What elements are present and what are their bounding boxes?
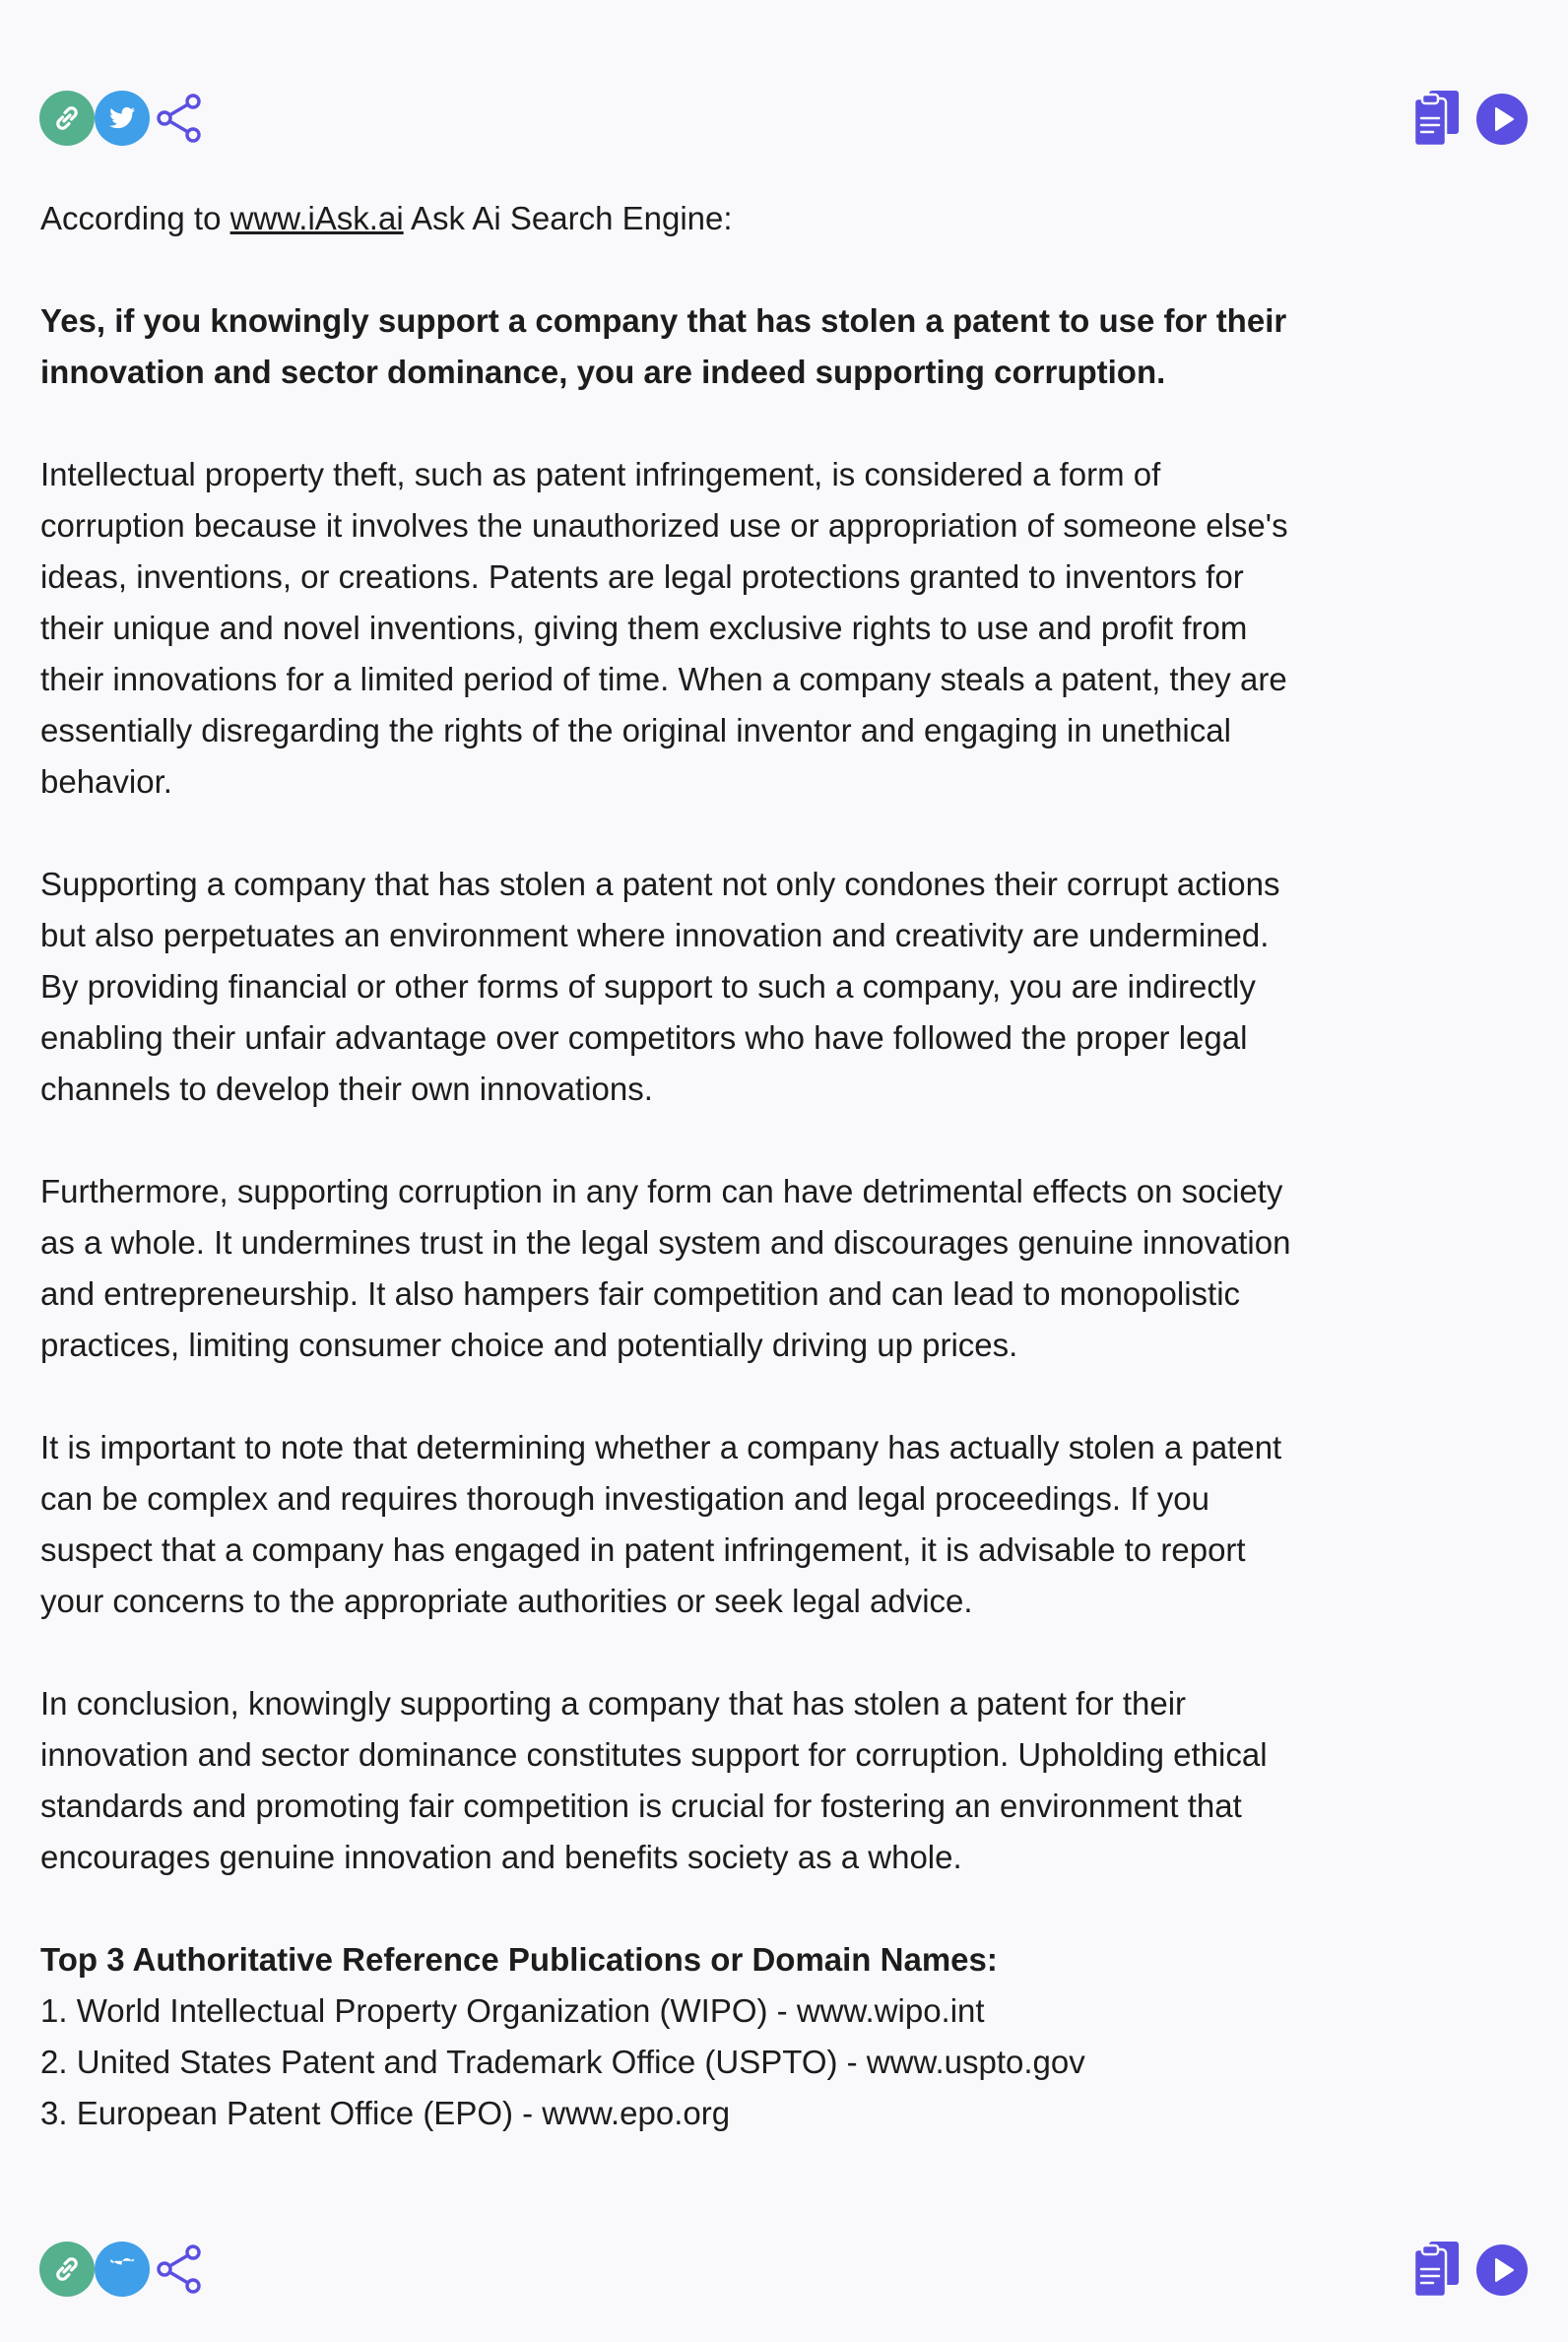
answer-content <box>40 193 1311 2139</box>
references <box>40 1934 1311 2139</box>
intro-suffix: Ask Ai Search Engine: <box>411 200 733 236</box>
answer-paragraph: Intellectual property theft, such as patent infringement, is considered a form of corruption because it involves the unauthorized use or appropriation of someone else's ideas, inventions, or creations. Patents are legal protections granted to inventors for their unique and novel inventions, giving them exclusive rights to use and profit from their innovations for a limited period of time. When a company steals a patent, they are essentially disregarding the rights of the original inventor and engaging in unethical behavior. <box>40 456 1288 800</box>
share-icon[interactable] <box>152 89 207 148</box>
top-toolbar <box>39 89 1529 148</box>
clipboard-icon[interactable] <box>1408 2240 1464 2299</box>
bottom-toolbar <box>39 2240 1529 2299</box>
reference-item: 1. World Intellectual Property Organization (WIPO) - www.wipo.int <box>40 1992 985 2029</box>
share-icon[interactable] <box>152 2240 207 2299</box>
reference-item: 3. European Patent Office (EPO) - www.epo.org <box>40 2095 731 2131</box>
play-icon[interactable] <box>1475 93 1529 146</box>
clipboard-icon[interactable] <box>1408 89 1464 148</box>
reference-item: 2. United States Patent and Trademark Office (USPTO) - www.uspto.gov <box>40 2044 1085 2080</box>
twitter-icon[interactable] <box>95 91 150 146</box>
answer-headline: Yes, if you knowingly support a company that has stolen a patent to use for their innovation and sector dominance, you are indeed supporting corruption. <box>40 302 1287 390</box>
source-link[interactable]: www.iAsk.ai <box>229 200 404 236</box>
answer-paragraph: Furthermore, supporting corruption in any form can have detrimental effects on society as a whole. It undermines trust in the legal system and discourages genuine innovation and entrepreneurship. It also hampers fair competition and can lead to monopolistic practices, limiting consumer choice and potentially driving up prices. <box>40 1173 1291 1363</box>
source-attribution <box>40 193 1311 244</box>
play-icon[interactable] <box>1475 2244 1529 2297</box>
answer-paragraph: It is important to note that determining whether a company has actually stolen a patent can be complex and requires thorough investigation and legal proceedings. If you suspect that a company has engaged in patent infringement, it is advisable to report your concerns to the appropriate authorities or seek legal advice. <box>40 1429 1282 1619</box>
references-title: Top 3 Authoritative Reference Publications or Domain Names: <box>40 1941 998 1978</box>
link-icon[interactable] <box>39 2242 95 2297</box>
answer-paragraph: In conclusion, knowingly supporting a company that has stolen a patent for their innovation and sector dominance constitutes support for corruption. Upholding ethical standards and promoting fair competition is crucial for fostering an environment that encourages genuine innovation and benefits society as a whole. <box>40 1685 1268 1875</box>
intro-prefix: According to <box>40 200 222 236</box>
twitter-icon[interactable] <box>95 2242 150 2297</box>
answer-paragraph: Supporting a company that has stolen a patent not only condones their corrupt actions but also perpetuates an environment where innovation and creativity are undermined. By providing financial or other forms of support to such a company, you are indirectly enabling their unfair advantage over competitors who have followed the proper legal channels to develop their own innovations. <box>40 866 1280 1107</box>
link-icon[interactable] <box>39 91 95 146</box>
